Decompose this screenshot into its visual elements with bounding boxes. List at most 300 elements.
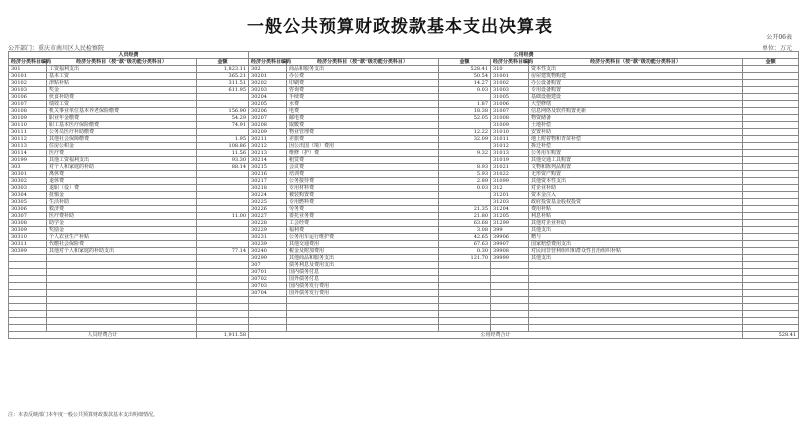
- public-a-name-cell: [287, 297, 439, 304]
- personnel-name-cell: [47, 269, 197, 276]
- table-row: [9, 143, 799, 150]
- personnel-amount-cell: 156.90: [197, 108, 249, 115]
- public-b-name-cell: [529, 318, 743, 325]
- public-b-amount-cell: [743, 290, 799, 297]
- table-row: [9, 129, 799, 136]
- table-row: [9, 318, 799, 325]
- public-a-code-cell: 30229: [249, 227, 287, 234]
- public-b-name-cell: 费用补贴: [529, 206, 743, 213]
- personnel-amount-cell: [197, 101, 249, 108]
- personnel-code-cell: 30399: [9, 248, 47, 255]
- table-row: [9, 122, 799, 129]
- public-a-amount-cell: [439, 262, 491, 269]
- public-a-name-cell: 咨询费: [287, 87, 439, 94]
- personnel-code-cell: 30107: [9, 101, 47, 108]
- public-a-code-cell: 30231: [249, 234, 287, 241]
- personnel-name-cell: [47, 297, 197, 304]
- personnel-code-cell: [9, 304, 47, 311]
- personnel-amount-cell: 74.91: [197, 122, 249, 129]
- public-a-name-cell: 劳务费: [287, 206, 439, 213]
- public-a-amount-cell: [439, 318, 491, 325]
- personnel-amount-cell: 93.30: [197, 157, 249, 164]
- personnel-code-cell: 30113: [9, 143, 47, 150]
- personnel-amount-cell: 88.14: [197, 164, 249, 171]
- public-a-amount-cell: 8.93: [439, 164, 491, 171]
- col-header-name: 经济分类科目（按“款”级功能分类科目）: [47, 59, 197, 66]
- personnel-amount-cell: 365.21: [197, 73, 249, 80]
- public-a-code-cell: 30214: [249, 157, 287, 164]
- table-row: [9, 150, 799, 157]
- public-a-amount-cell: [439, 283, 491, 290]
- personnel-amount-cell: 311.51: [197, 80, 249, 87]
- col-header-code: 经济分类科目编码: [9, 59, 47, 66]
- personnel-name-cell: [47, 283, 197, 290]
- personnel-code-cell: 30103: [9, 87, 47, 94]
- public-b-amount-cell: [743, 227, 799, 234]
- public-b-name-cell: 国家赔偿费用支出: [529, 241, 743, 248]
- personnel-name-cell: [47, 304, 197, 311]
- personnel-name-cell: 退职（役）费: [47, 185, 197, 192]
- public-a-amount-cell: [439, 94, 491, 101]
- personnel-amount-cell: [197, 290, 249, 297]
- personnel-code-cell: 30199: [9, 157, 47, 164]
- personnel-name-cell: 生活补助: [47, 199, 197, 206]
- public-b-code-cell: 31006: [491, 101, 529, 108]
- public-b-amount-cell: [743, 213, 799, 220]
- public-b-name-cell: 赠与: [529, 234, 743, 241]
- personnel-code-cell: 30310: [9, 234, 47, 241]
- public-a-name-cell: 专用材料费: [287, 185, 439, 192]
- public-a-name-cell: 办公费: [287, 73, 439, 80]
- public-a-code-cell: 30703: [249, 283, 287, 290]
- public-b-code-cell: [491, 325, 529, 332]
- public-b-name-cell: 利息补贴: [529, 213, 743, 220]
- public-a-code-cell: 30224: [249, 192, 287, 199]
- personnel-code-cell: 303: [9, 164, 47, 171]
- personnel-name-cell: [47, 311, 197, 318]
- public-b-name-cell: [529, 276, 743, 283]
- personnel-amount-cell: [197, 262, 249, 269]
- public-a-code-cell: 30206: [249, 108, 287, 115]
- reporting-organization: 公开部门：重庆市南川区人民检察院: [8, 45, 105, 52]
- public-a-name-cell: 公务用车运行维护费: [287, 234, 439, 241]
- public-a-code-cell: 30704: [249, 290, 287, 297]
- public-b-code-cell: 31201: [491, 192, 529, 199]
- public-a-amount-cell: 12.22: [439, 129, 491, 136]
- public-b-amount-cell: [743, 325, 799, 332]
- public-total-label: 公用经费合计: [249, 332, 743, 339]
- personnel-amount-cell: 11.00: [197, 213, 249, 220]
- public-b-code-cell: [491, 262, 529, 269]
- table-row: [9, 283, 799, 290]
- public-a-name-cell: 邮电费: [287, 115, 439, 122]
- personnel-name-cell: 离休费: [47, 171, 197, 178]
- public-b-name-cell: 其他对企业补助: [529, 220, 743, 227]
- public-b-code-cell: [491, 304, 529, 311]
- personnel-code-cell: 30112: [9, 136, 47, 143]
- personnel-name-cell: 个人农业生产补贴: [47, 234, 197, 241]
- public-b-amount-cell: [743, 318, 799, 325]
- section-public: 公用经费: [249, 52, 799, 59]
- public-b-code-cell: 31203: [491, 199, 529, 206]
- public-a-code-cell: 30201: [249, 73, 287, 80]
- personnel-amount-cell: [197, 311, 249, 318]
- public-a-amount-cell: 0.03: [439, 185, 491, 192]
- personnel-code-cell: 30302: [9, 178, 47, 185]
- personnel-name-cell: 职业年金缴费: [47, 115, 197, 122]
- public-total-value: 528.41: [743, 332, 799, 339]
- section-personnel: 人员经费: [9, 52, 249, 59]
- public-b-name-cell: 其他支出: [529, 227, 743, 234]
- personnel-amount-cell: [197, 269, 249, 276]
- public-b-code-cell: 31299: [491, 220, 529, 227]
- public-b-name-cell: [529, 311, 743, 318]
- public-b-amount-cell: [743, 66, 799, 73]
- public-b-code-cell: 31002: [491, 80, 529, 87]
- public-b-name-cell: 对企业补助: [529, 185, 743, 192]
- public-b-name-cell: 大型修缮: [529, 101, 743, 108]
- personnel-code-cell: 30301: [9, 171, 47, 178]
- public-b-amount-cell: [743, 87, 799, 94]
- public-a-code-cell: 30228: [249, 220, 287, 227]
- report-title: 一般公共预算财政拨款基本支出决算表: [247, 17, 553, 37]
- personnel-amount-cell: [197, 325, 249, 332]
- public-a-code-cell: 30212: [249, 143, 287, 150]
- totals-row: [9, 332, 799, 339]
- public-b-name-cell: [529, 262, 743, 269]
- public-b-name-cell: 拆迁补偿: [529, 143, 743, 150]
- personnel-name-cell: 绩效工资: [47, 101, 197, 108]
- personnel-name-cell: 救济费: [47, 206, 197, 213]
- public-a-name-cell: 取暖费: [287, 122, 439, 129]
- personnel-total-label: 人员经费合计: [9, 332, 197, 339]
- public-b-code-cell: 39906: [491, 234, 529, 241]
- personnel-code-cell: [9, 311, 47, 318]
- public-b-code-cell: 31019: [491, 157, 529, 164]
- table-row: [9, 220, 799, 227]
- public-a-code-cell: 30208: [249, 122, 287, 129]
- public-b-amount-cell: [743, 311, 799, 318]
- public-b-name-cell: [529, 290, 743, 297]
- personnel-amount-cell: [197, 192, 249, 199]
- table-row: [9, 115, 799, 122]
- public-b-code-cell: 310: [491, 66, 529, 73]
- public-b-amount-cell: [743, 199, 799, 206]
- personnel-code-cell: 30308: [9, 220, 47, 227]
- public-a-amount-cell: 2.89: [439, 178, 491, 185]
- public-b-code-cell: 39907: [491, 241, 529, 248]
- personnel-amount-cell: [197, 227, 249, 234]
- public-a-name-cell: 培训费: [287, 171, 439, 178]
- public-b-code-cell: [491, 311, 529, 318]
- public-a-name-cell: 租赁费: [287, 157, 439, 164]
- personnel-amount-cell: 1.95: [197, 136, 249, 143]
- public-b-amount-cell: [743, 73, 799, 80]
- public-a-amount-cell: 42.65: [439, 234, 491, 241]
- public-b-amount-cell: [743, 262, 799, 269]
- public-a-code-cell: 30216: [249, 171, 287, 178]
- table-row: [9, 136, 799, 143]
- personnel-amount-cell: [197, 220, 249, 227]
- public-b-code-cell: [491, 318, 529, 325]
- public-b-amount-cell: [743, 269, 799, 276]
- col-header-amount: 金额: [197, 59, 249, 66]
- table-row: [9, 290, 799, 297]
- public-a-name-cell: 因公出国（境）费用: [287, 143, 439, 150]
- personnel-name-cell: 医疗费补助: [47, 213, 197, 220]
- personnel-amount-cell: [197, 234, 249, 241]
- col-header-amount: 金额: [743, 59, 799, 66]
- public-a-name-cell: 委托业务费: [287, 213, 439, 220]
- public-a-amount-cell: 5.93: [439, 171, 491, 178]
- public-b-amount-cell: [743, 234, 799, 241]
- personnel-code-cell: 30309: [9, 227, 47, 234]
- public-a-code-cell: 30207: [249, 115, 287, 122]
- public-b-name-cell: 地上附着物和青苗补偿: [529, 136, 743, 143]
- personnel-code-cell: [9, 262, 47, 269]
- public-b-amount-cell: [743, 80, 799, 87]
- table-row: [9, 276, 799, 283]
- table-row: [9, 108, 799, 115]
- personnel-code-cell: [9, 283, 47, 290]
- personnel-name-cell: 住房公积金: [47, 143, 197, 150]
- public-a-amount-cell: [439, 304, 491, 311]
- personnel-name-cell: 公务员医疗补助缴费: [47, 129, 197, 136]
- table-row: [9, 185, 799, 192]
- col-header-code: 经济分类科目编码: [249, 59, 287, 66]
- public-a-name-cell: 被装购置费: [287, 192, 439, 199]
- form-number: 公开06表: [766, 34, 792, 41]
- public-a-name-cell: 福利费: [287, 227, 439, 234]
- personnel-code-cell: [9, 255, 47, 262]
- public-b-name-cell: [529, 325, 743, 332]
- public-a-amount-cell: 1.87: [439, 101, 491, 108]
- public-a-code-cell: 30205: [249, 101, 287, 108]
- public-b-code-cell: 39999: [491, 255, 529, 262]
- public-a-amount-cell: [439, 276, 491, 283]
- public-a-code-cell: 30211: [249, 136, 287, 143]
- public-b-name-cell: 政府投资基金股权投资: [529, 199, 743, 206]
- public-a-code-cell: 30240: [249, 248, 287, 255]
- col-header-name: 经济分类科目（按“款”级功能分类科目）: [287, 59, 439, 66]
- public-b-amount-cell: [743, 276, 799, 283]
- public-b-code-cell: 31012: [491, 143, 529, 150]
- table-row: [9, 94, 799, 101]
- public-b-code-cell: [491, 283, 529, 290]
- personnel-name-cell: 基本工资: [47, 73, 197, 80]
- personnel-name-cell: 机关事业单位基本养老保险缴费: [47, 108, 197, 115]
- personnel-code-cell: 30106: [9, 94, 47, 101]
- table-row: [9, 87, 799, 94]
- personnel-name-cell: 代缴社会保险费: [47, 241, 197, 248]
- personnel-code-cell: 301: [9, 66, 47, 73]
- table-row: [9, 206, 799, 213]
- public-a-code-cell: 30227: [249, 213, 287, 220]
- public-b-amount-cell: [743, 297, 799, 304]
- col-header-code: 经济分类科目编码: [491, 59, 529, 66]
- public-a-name-cell: [287, 304, 439, 311]
- personnel-code-cell: 30304: [9, 192, 47, 199]
- public-a-code-cell: [249, 318, 287, 325]
- table-row: [9, 199, 799, 206]
- public-a-amount-cell: 9.32: [439, 150, 491, 157]
- public-a-name-cell: 印刷费: [287, 80, 439, 87]
- public-b-name-cell: 信息网络及软件购置更新: [529, 108, 743, 115]
- public-b-name-cell: [529, 269, 743, 276]
- public-b-code-cell: 312: [491, 185, 529, 192]
- public-b-code-cell: 31010: [491, 129, 529, 136]
- public-a-amount-cell: 121.70: [439, 255, 491, 262]
- public-a-amount-cell: [439, 199, 491, 206]
- public-a-code-cell: 302: [249, 66, 287, 73]
- public-b-code-cell: [491, 269, 529, 276]
- public-b-amount-cell: [743, 129, 799, 136]
- table-row: [9, 101, 799, 108]
- public-a-amount-cell: 50.54: [439, 73, 491, 80]
- public-b-amount-cell: [743, 94, 799, 101]
- public-b-code-cell: 31007: [491, 108, 529, 115]
- public-b-code-cell: 31099: [491, 178, 529, 185]
- public-a-code-cell: [249, 311, 287, 318]
- personnel-amount-cell: [197, 241, 249, 248]
- public-b-code-cell: 31008: [491, 115, 529, 122]
- public-a-name-cell: 税金及附加费用: [287, 248, 439, 255]
- public-b-name-cell: [529, 283, 743, 290]
- public-b-code-cell: 31205: [491, 213, 529, 220]
- public-b-amount-cell: [743, 206, 799, 213]
- table-row: [9, 311, 799, 318]
- personnel-name-cell: [47, 276, 197, 283]
- public-a-amount-cell: 21.35: [439, 206, 491, 213]
- public-a-name-cell: 其他商品和服务支出: [287, 255, 439, 262]
- table-row: [9, 262, 799, 269]
- public-a-name-cell: 物业管理费: [287, 129, 439, 136]
- col-header-amount: 金额: [439, 59, 491, 66]
- public-a-name-cell: 其他交通费用: [287, 241, 439, 248]
- public-b-code-cell: 31204: [491, 206, 529, 213]
- public-b-code-cell: 31009: [491, 122, 529, 129]
- public-a-code-cell: 30701: [249, 269, 287, 276]
- public-a-name-cell: 电费: [287, 108, 439, 115]
- public-b-name-cell: 公务用车购置: [529, 150, 743, 157]
- public-b-code-cell: 39908: [491, 248, 529, 255]
- public-b-amount-cell: [743, 164, 799, 171]
- public-b-code-cell: 31022: [491, 171, 529, 178]
- personnel-code-cell: [9, 325, 47, 332]
- personnel-amount-cell: 11.56: [197, 150, 249, 157]
- personnel-amount-cell: [197, 283, 249, 290]
- public-a-amount-cell: 63.68: [439, 220, 491, 227]
- personnel-code-cell: 30111: [9, 129, 47, 136]
- personnel-code-cell: 30303: [9, 185, 47, 192]
- personnel-amount-cell: [197, 304, 249, 311]
- public-a-amount-cell: [439, 311, 491, 318]
- personnel-code-cell: [9, 297, 47, 304]
- public-b-name-cell: [529, 304, 743, 311]
- public-a-name-cell: 手续费: [287, 94, 439, 101]
- table-row: [9, 80, 799, 87]
- public-a-amount-cell: 18.38: [439, 108, 491, 115]
- public-a-code-cell: [249, 325, 287, 332]
- table-row: [9, 164, 799, 171]
- personnel-name-cell: 其他社会保障缴费: [47, 136, 197, 143]
- public-a-name-cell: 公务接待费: [287, 178, 439, 185]
- public-b-name-cell: 无形资产购置: [529, 171, 743, 178]
- personnel-amount-cell: 77.14: [197, 248, 249, 255]
- public-a-amount-cell: 21.80: [439, 213, 491, 220]
- public-b-amount-cell: [743, 122, 799, 129]
- public-a-name-cell: 水费: [287, 101, 439, 108]
- public-a-amount-cell: 32.09: [439, 136, 491, 143]
- personnel-code-cell: 30101: [9, 73, 47, 80]
- public-a-code-cell: [249, 297, 287, 304]
- public-a-name-cell: 国外债务付息: [287, 276, 439, 283]
- public-b-name-cell: 物资储备: [529, 115, 743, 122]
- personnel-name-cell: [47, 325, 197, 332]
- table-row: [9, 297, 799, 304]
- public-a-name-cell: 专用燃料费: [287, 199, 439, 206]
- public-b-name-cell: [529, 297, 743, 304]
- personnel-code-cell: [9, 276, 47, 283]
- public-b-amount-cell: [743, 178, 799, 185]
- personnel-name-cell: [47, 290, 197, 297]
- public-a-name-cell: 会议费: [287, 164, 439, 171]
- personnel-code-cell: 30108: [9, 108, 47, 115]
- expenditure-table: [8, 51, 799, 339]
- public-b-code-cell: [491, 290, 529, 297]
- personnel-amount-cell: [197, 185, 249, 192]
- public-b-name-cell: 对民间非营利组织和群众性自治组织补贴: [529, 248, 743, 255]
- personnel-amount-cell: 108.86: [197, 143, 249, 150]
- public-a-name-cell: [287, 325, 439, 332]
- public-a-name-cell: [287, 311, 439, 318]
- personnel-code-cell: 30305: [9, 199, 47, 206]
- public-a-code-cell: 30213: [249, 150, 287, 157]
- public-a-amount-cell: 528.41: [439, 66, 491, 73]
- table-row: [9, 304, 799, 311]
- public-b-code-cell: 399: [491, 227, 529, 234]
- personnel-name-cell: 伙食补助费: [47, 94, 197, 101]
- public-b-amount-cell: [743, 241, 799, 248]
- public-b-amount-cell: [743, 304, 799, 311]
- table-row: [9, 73, 799, 80]
- personnel-code-cell: [9, 269, 47, 276]
- table-row: [9, 157, 799, 164]
- public-a-amount-cell: [439, 143, 491, 150]
- public-a-code-cell: 30204: [249, 94, 287, 101]
- public-b-amount-cell: [743, 192, 799, 199]
- personnel-name-cell: 抚恤金: [47, 192, 197, 199]
- public-b-amount-cell: [743, 101, 799, 108]
- public-a-amount-cell: [439, 192, 491, 199]
- public-a-code-cell: 307: [249, 262, 287, 269]
- personnel-amount-cell: [197, 206, 249, 213]
- public-b-amount-cell: [743, 283, 799, 290]
- personnel-code-cell: 30102: [9, 80, 47, 87]
- personnel-name-cell: 其他对个人和家庭的补助支出: [47, 248, 197, 255]
- unit-label: 单位：万元: [761, 45, 792, 52]
- public-b-code-cell: [491, 276, 529, 283]
- public-a-code-cell: 30226: [249, 206, 287, 213]
- public-b-name-cell: 房屋建筑物购建: [529, 73, 743, 80]
- public-a-name-cell: 国内债务付息: [287, 269, 439, 276]
- public-a-amount-cell: 52.05: [439, 115, 491, 122]
- personnel-name-cell: 对个人和家庭的补助: [47, 164, 197, 171]
- public-b-name-cell: 安置补助: [529, 129, 743, 136]
- public-a-amount-cell: [439, 290, 491, 297]
- public-a-code-cell: 30702: [249, 276, 287, 283]
- public-a-name-cell: 国外债务发行费用: [287, 290, 439, 297]
